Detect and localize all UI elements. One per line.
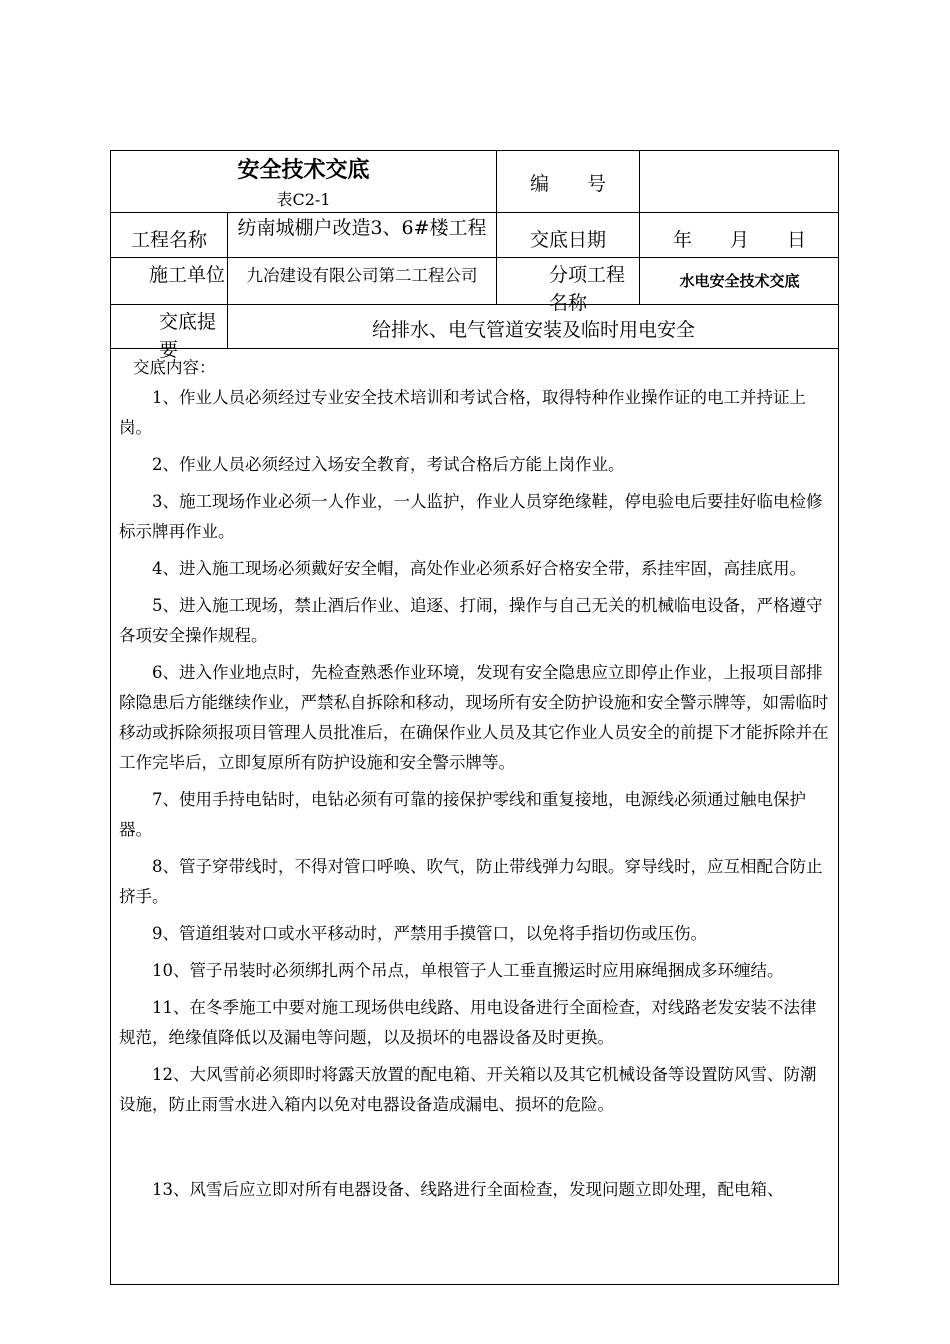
row-divider bbox=[111, 348, 838, 349]
disclosure-content bbox=[119, 353, 830, 1212]
date-value: 年 月 日 bbox=[672, 229, 806, 251]
content-item: 6、进入作业地点时，先检查熟悉作业环境，发现有安全隐患应立即停止作业，上报项目部排除隐患后方能继续作业，严禁私自拆除和移动，现场所有安全防护设施和安全警示牌等，如需临时移动或拆除须报项目管理人员批准后，在确保作业人员及其它作业人员安全的前提下才能拆除并在工作完毕后，立即复原所有防护设施和安全警示牌等。 bbox=[119, 663, 829, 772]
row-divider bbox=[111, 257, 838, 258]
content-item: 5、进入施工现场，禁止酒后作业、追逐、打闹，操作与自己无关的机械临电设备，严格遵守各项安全操作规程。 bbox=[119, 596, 823, 645]
content-item: 11、在冬季施工中要对施工现场供电线路、用电设备进行全面检查，对线路老发安装不法律规范，绝缘值降低以及漏电等问题，以及损坏的电器设备及时更换。 bbox=[119, 998, 817, 1047]
blank-space bbox=[119, 1127, 830, 1175]
subitem-label: 分项工程名称 bbox=[549, 264, 626, 314]
summary-label: 交底提要 bbox=[159, 311, 217, 361]
content-item: 2、作业人员必须经过入场安全教育，考试合格后方能上岗作业。 bbox=[152, 455, 625, 474]
summary-value: 给排水、电气管道安装及临时用电安全 bbox=[371, 319, 695, 341]
number-label: 编 号 bbox=[529, 173, 606, 195]
content-item: 12、大风雪前必须即时将露天放置的配电箱、开关箱以及其它机械设备等设置防风雪、防潮设施，防止雨雪水进入箱内以免对电器设备造成漏电、损坏的危险。 bbox=[119, 1065, 817, 1114]
form-code: 表C2-1 bbox=[276, 190, 331, 209]
content-item: 9、管道组装对口或水平移动时，严禁用手摸管口，以免将手指切伤或压伤。 bbox=[152, 924, 707, 943]
content-item: 8、管子穿带线时，不得对管口呼唤、吹气，防止带线弹力勾眼。穿导线时，应互相配合防止挤手。 bbox=[119, 857, 823, 906]
content-item: 13、风雪后应立即对所有电器设备、线路进行全面检查，发现问题立即处理，配电箱、 bbox=[152, 1180, 784, 1199]
content-item: 3、施工现场作业必须一人作业，一人监护，作业人员穿绝缘鞋，停电验电后要挂好临电检修标示牌再作业。 bbox=[119, 492, 823, 541]
project-name-value: 纺南城棚户改造3、6#楼工程 bbox=[237, 217, 487, 239]
project-name-label: 工程名称 bbox=[130, 229, 207, 251]
row-divider bbox=[111, 304, 838, 305]
content-item: 10、管子吊装时必须绑扎两个吊点，单根管子人工垂直搬运时应用麻绳捆成多环缠结。 bbox=[152, 961, 784, 980]
contractor-value: 九冶建设有限公司第二工程公司 bbox=[246, 266, 478, 285]
contractor-label: 施工单位 bbox=[149, 264, 226, 286]
row-divider bbox=[111, 212, 838, 213]
form-title: 安全技术交底 bbox=[237, 158, 370, 183]
subitem-value: 水电安全技术交底 bbox=[679, 272, 800, 290]
content-item: 7、使用手持电钻时，电钻必须有可靠的接保护零线和重复接地，电源线必须通过触电保护器。 bbox=[119, 790, 806, 839]
content-intro: 交底内容： bbox=[133, 358, 216, 377]
content-item: 1、作业人员必须经过专业安全技术培训和考试合格，取得特种作业操作证的电工并持证上岗。 bbox=[119, 388, 806, 437]
disclosure-form-table bbox=[110, 150, 839, 1285]
date-label: 交底日期 bbox=[529, 229, 606, 251]
content-item: 4、进入施工现场必须戴好安全帽，高处作业必须系好合格安全带，系挂牢固，高挂底用。 bbox=[152, 559, 806, 578]
